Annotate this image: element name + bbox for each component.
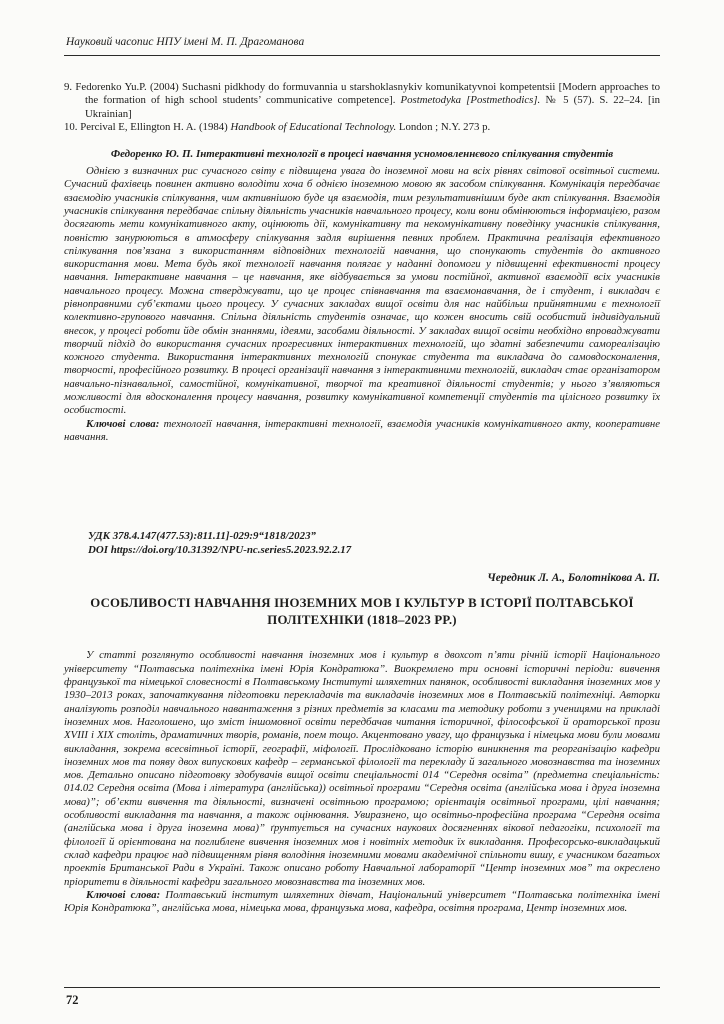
article-keywords	[64, 889, 660, 916]
udc-doi-block	[88, 530, 660, 557]
reference-text: London ; N.Y. 273 p.	[396, 121, 491, 134]
udc-code: УДК 378.4.147(477.53):811.11]-029:9“1818/2023”	[88, 530, 316, 543]
reference-source: Handbook of Educational Technology.	[230, 121, 397, 134]
article-abstract: У статті розглянуто особливості навчання іноземних мов і культур в двохсот п’яти річній історії Національного університету “Полтавська політехніка імені Юрія Кондратюка”. Виокремлено три основні історичні періоди: вивчення французької та німецької словесності в Полтавському Інституті шляхетних панянок, особливості викладання іноземних мов у 1930–2013 роках, започаткування підготовки перекладачів та викладачів іноземних мов в Полтавській політехніці. Авторки аналізують розподіл навчального навантаження з різних предметів за класами та методику роботи з ученицями на прикладі іноземних мов. Наголошено, що зміст іншомовної освіти передбачав читання історичної, філософської й ораторської прози XVIII і XIX століть, драматичних творів, романів, поем тощо. Акцентовано увагу, що французька і німецька мови були мовами викладання, зокрема всесвітньої історії, географії, міфології. Прослідковано історію виникнення та реорганізацію кафедри іноземних мов та появу двох випускових кафедр – германської філології та перекладу й загального мовознавства та іноземних мов. Детально описано підготовку здобувачів вищої освіти спеціальності 014 “Середня освіта” (предметна спеціальність: 014.02 Середня освіта (Мова і література (англійська)) освітньої програми “Середня освіта (англійська мова і друга іноземна мова)”; об’єкти вивчення та діяльності, визначені освітньою програмою; орієнтація освітньої програми, цілі навчання; особливості викладання та навчання, а також оцінювання. Увиразнено, що освітньо-професійна програма “Середня освіта (англійська мова і друга іноземна мова)” ґрунтується на сучасних наукових досягненнях вікової педагогіки, психології та філології й орієнтована на поглиблене вивчення іноземних мов і новітніх методик їх викладання. Професорсько-викладацький склад кафедри працює над підвищенням рівня володіння іноземними мовами академічної спільноти вишу, є учасником багатьох проектів Британської Ради в Україні. Також описано роботу Навчальної лабораторії “Центр іноземних мов” та окреслено пріоритети в діяльності кафедри загального мовознавства та іноземних мов.	[64, 649, 660, 888]
article-authors: Чередник Л. А., Болотнікова А. П.	[487, 572, 660, 585]
doi-line: DOI https://doi.org/10.31392/NPU-nc.series5.2023.92.2.17	[88, 543, 352, 556]
running-head: Науковий часопис НПУ імені М. П. Драгоманова	[66, 36, 305, 48]
keywords-text: Полтавський інститут шляхетних дівчат, Національний університет “Полтавська політехніка імені Юрія Кондратюка”, англійська мова, німецька мова, французька мова, кафедра, освітня програма, Центр іноземних мов.	[64, 888, 661, 915]
page-footer	[64, 987, 660, 1008]
references-list	[64, 81, 660, 135]
header-rule	[64, 55, 660, 56]
reference-text: Percival E, Ellington H. A. (1984)	[80, 121, 231, 134]
footer-rule	[64, 987, 660, 988]
page-number: 72	[66, 993, 79, 1007]
keywords-ukr	[64, 418, 660, 445]
reference-item	[64, 121, 660, 134]
abstract-heading-ukr: Федоренко Ю. П. Інтерактивні технології в процесі навчання усномовленнєвого спілкування студентів	[110, 147, 614, 160]
reference-text: Fedorenko Yu.P. (2004) Suchasni pidkhody do formuvannia u starshoklasnykiv komunikatyvnoi kompetentsii [Modern approaches to the formation of high school students’ communicative competence].	[75, 81, 660, 107]
page-body	[64, 81, 660, 915]
reference-source: Postmetodyka [Postmethodics].	[400, 94, 541, 107]
page-header	[64, 36, 660, 56]
article-title: ОСОБЛИВОСТІ НАВЧАННЯ ІНОЗЕМНИХ МОВ І КУЛЬТУР В ІСТОРІЇ ПОЛТАВСЬКОЇ ПОЛІТЕХНІКИ (1818–2023 РР.)	[90, 596, 634, 627]
reference-number: 9.	[64, 81, 73, 93]
reference-text: № 5 (57). S. 22–24. [in Ukrainian]	[85, 94, 660, 120]
reference-number: 10.	[64, 121, 78, 134]
abstract-text-ukr: Однією з визначних рис сучасного світу є підвищена увага до іноземної мови на всіх рівнях світової освітньої системи. Сучасний фахівець повинен активно володіти хоча б однією іноземною мовою як засобом спілкування. Комунікація передбачає взаємодію учасників спілкування, чим активнішою буде ця взаємодія, тим результативнішим буде акт спілкування. Взаємодія учасників спілкування передбачає спільну діяльність учасників навчального процесу, коли вони обмінюються інформацією, разом досягають мети комунікативного акту, оцінюють дії, комунікативну та некомунікативну поведінку учасників спілкування, повністю занурюються в атмосферу спілкування задля вирішення певних проблем. Практична реалізація ефективного спілкування пов’язана з використанням відповідних технологій навчання, що спонукають студентів до активного використання мови. Мета будь якої технології навчання полягає у наданні допомоги у підвищенні ефективності процесу навчання. Інтерактивне навчання – це навчання, яке відбувається за умови постійної, активної взаємодії всіх учасників навчального процесу. Можна стверджувати, що це процес співнавчання та взаємонавчання, де і студент, і викладач є рівноправними суб’єктами цього процесу. У сучасних закладах вищої освіти для нас найбільш прийнятними є технології колективно-групового навчання. Спільна діяльність студентів означає, що кожен вносить свій особистий індивідуальний внесок, у процесі роботи йде обмін знаннями, ідеями, засобами діяльності. У закладах вищої освіти необхідно впроваджувати творчий підхід до використання сучасних прогресивних інтерактивних технологій, що здатні забезпечити самореалізацію кожного студента. Використання інтерактивних технологій спонукає студента та викладача до самовдосконалення, творчості, професійного розвитку. В процесі організації навчання з інтерактивними технологій, викладач стає організатором навчально-пізнавальної, самостійної, комунікативної, творчої та креативної діяльності студентів; у нього з’являються можливості для вдосконалення процесу навчання, розвитку комунікативної компетенції студентів та цілісного розвитку їх особистості.	[64, 165, 660, 417]
keywords-text: технології навчання, інтерактивні технології, взаємодія учасників комунікативного акту, кооперативне навчання.	[64, 417, 661, 443]
reference-item	[64, 81, 660, 121]
keywords-label: Ключові слова:	[86, 417, 160, 430]
keywords-label: Ключові слова:	[86, 888, 161, 901]
